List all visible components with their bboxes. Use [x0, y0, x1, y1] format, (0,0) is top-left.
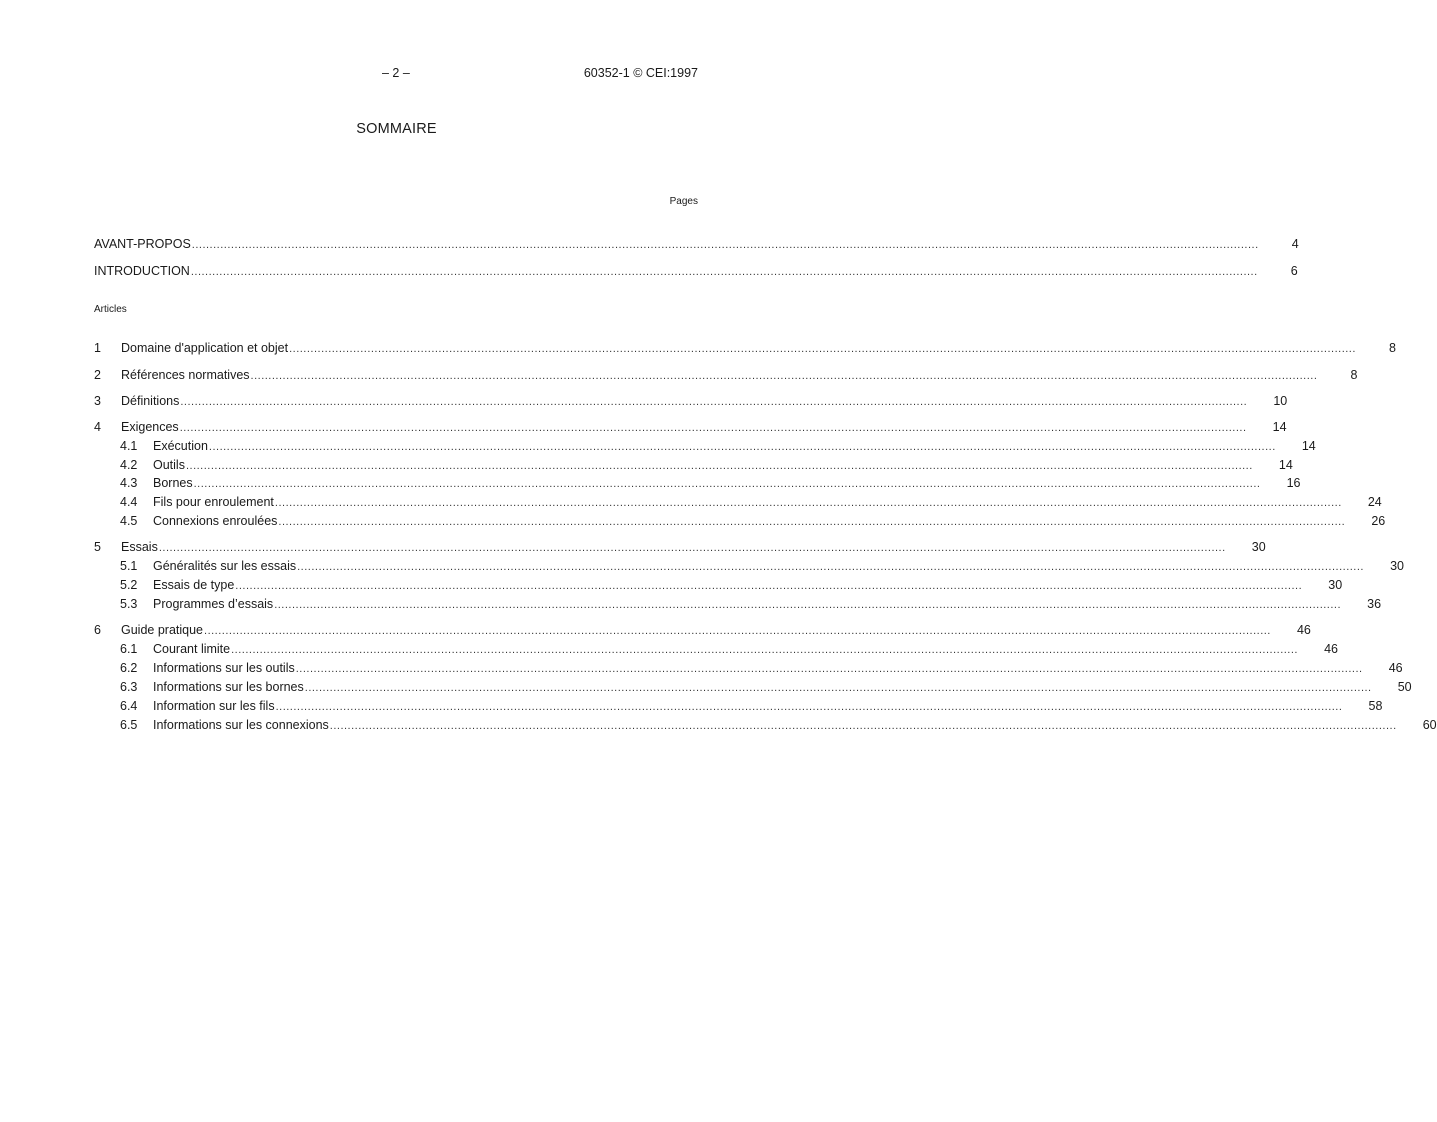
toc-entry-page: 30: [1390, 559, 1404, 573]
toc-entry-label: Domaine d'application et objet: [121, 341, 289, 355]
toc-entry[interactable]: [94, 419, 1287, 435]
toc-subentry[interactable]: [94, 438, 1316, 454]
toc-entry-page: 14: [1278, 458, 1293, 472]
toc-entry-page: 24: [1367, 495, 1382, 509]
toc-entry-number: 6.2: [120, 661, 138, 675]
toc-entry-label: Fils pour enroulement: [153, 495, 274, 509]
toc-entry-number: 4.1: [120, 439, 138, 453]
toc-entry-label: Exécution: [153, 439, 208, 453]
toc-entry-label: INTRODUCTION: [94, 264, 190, 278]
toc-entry-label: Information sur les fils: [153, 699, 275, 713]
toc-entry-page: 10: [1273, 394, 1288, 408]
toc-subentry[interactable]: [94, 660, 1403, 676]
toc-entry-number: 4.2: [120, 458, 138, 472]
toc-entry-avant-propos[interactable]: [94, 236, 1299, 252]
toc-entry-number: 4.5: [120, 514, 138, 528]
toc-entry-label: Guide pratique: [121, 623, 204, 637]
toc-entry-number: 6: [94, 623, 101, 637]
dot-leader: ............................................................................................................................................................................................................................................................................................................: [208, 441, 1276, 453]
dot-leader: ............................................................................................................................................................................................................................................................................................................: [191, 239, 1259, 251]
toc-entry-label: Informations sur les bornes: [153, 680, 304, 694]
toc-entry-number: 5.1: [120, 559, 138, 573]
dot-leader: ............................................................................................................................................................................................................................................................................................................: [275, 701, 1343, 713]
articles-label: Articles: [94, 304, 127, 315]
pages-column-label: Pages: [669, 196, 698, 207]
toc-entry[interactable]: [94, 367, 1358, 383]
toc-entry-page: 8: [1388, 341, 1396, 355]
toc-entry-page: 16: [1286, 476, 1301, 490]
dot-leader: ............................................................................................................................................................................................................................................................................................................: [158, 542, 1226, 554]
toc-entry[interactable]: [94, 622, 1311, 638]
toc-subentry[interactable]: [94, 558, 1404, 574]
toc-entry-page: 46: [1388, 661, 1403, 675]
toc-subentry[interactable]: [94, 717, 1437, 733]
toc-entry-introduction[interactable]: [94, 263, 1298, 279]
toc-entry-number: 6.1: [120, 642, 138, 656]
toc-entry-page: 14: [1301, 439, 1316, 453]
toc-entry-label: Programmes d’essais: [153, 597, 274, 611]
toc-subentry[interactable]: [94, 494, 1382, 510]
toc-subentry[interactable]: [94, 641, 1338, 657]
toc-entry-page: 8: [1350, 368, 1358, 382]
toc-entry-number: 4: [94, 420, 101, 434]
toc-subentry[interactable]: [94, 475, 1301, 491]
toc-entry-page: 30: [1328, 578, 1343, 592]
toc-entry-number: 1: [94, 341, 101, 355]
toc-entry-label: Outils: [153, 458, 185, 472]
dot-leader: ............................................................................................................................................................................................................................................................................................................: [180, 396, 1248, 408]
toc-entry-label: Essais de type: [153, 578, 235, 592]
dot-leader: ............................................................................................................................................................................................................................................................................................................: [274, 599, 1342, 611]
toc-entry-page: 58: [1368, 699, 1383, 713]
toc-entry-page: 6: [1290, 264, 1298, 278]
toc-subentry[interactable]: [94, 698, 1383, 714]
toc-entry-label: Essais: [121, 540, 158, 554]
toc-entry-label: AVANT-PROPOS: [94, 237, 191, 251]
toc-entry-page: 4: [1291, 237, 1299, 251]
toc-entry-label: Informations sur les outils: [153, 661, 295, 675]
toc-entry-label: Bornes: [153, 476, 193, 490]
toc-entry-label: Références normatives: [121, 368, 250, 382]
toc-subentry[interactable]: [94, 577, 1343, 593]
toc-entry-number: 4.3: [120, 476, 138, 490]
toc-entry-page: 30: [1251, 540, 1266, 554]
toc-entry[interactable]: [94, 539, 1266, 555]
dot-leader: ............................................................................................................................................................................................................................................................................................................: [193, 478, 1261, 490]
toc-entry-label: Définitions: [121, 394, 180, 408]
toc-entry-page: 60: [1422, 718, 1437, 732]
dot-leader: ............................................................................................................................................................................................................................................................................................................: [329, 720, 1397, 732]
dot-leader: ............................................................................................................................................................................................................................................................................................................: [190, 266, 1258, 278]
toc-entry-number: 3: [94, 394, 101, 408]
toc-entry-label: Informations sur les connexions: [153, 718, 329, 732]
toc-entry-label: Connexions enroulées: [153, 514, 278, 528]
toc-entry-page: 26: [1371, 514, 1386, 528]
toc-entry[interactable]: [94, 393, 1288, 409]
page-title: SOMMAIRE: [356, 121, 437, 137]
dot-leader: ............................................................................................................................................................................................................................................................................................................: [179, 422, 1247, 434]
toc-entry-label: Généralités sur les essais: [153, 559, 297, 573]
toc-subentry[interactable]: [94, 457, 1293, 473]
toc-entry-number: 5.2: [120, 578, 138, 592]
dot-leader: ............................................................................................................................................................................................................................................................................................................: [250, 370, 1318, 382]
dot-leader: ............................................................................................................................................................................................................................................................................................................: [278, 516, 1346, 528]
dot-leader: ............................................................................................................................................................................................................................................................................................................: [304, 682, 1372, 694]
document-reference: 60352-1 © CEI:1997: [583, 66, 698, 80]
toc-subentry[interactable]: [94, 513, 1386, 529]
toc-entry-number: 2: [94, 368, 101, 382]
toc-entry[interactable]: [94, 340, 1396, 356]
toc-subentry[interactable]: [94, 679, 1412, 695]
toc-entry-page: 50: [1397, 680, 1412, 694]
dot-leader: ............................................................................................................................................................................................................................................................................................................: [297, 561, 1364, 573]
toc-entry-number: 6.5: [120, 718, 138, 732]
dot-leader: ............................................................................................................................................................................................................................................................................................................: [204, 625, 1271, 637]
toc-entry-label: Courant limite: [153, 642, 231, 656]
dot-leader: ............................................................................................................................................................................................................................................................................................................: [274, 497, 1342, 509]
dot-leader: ............................................................................................................................................................................................................................................................................................................: [295, 663, 1363, 675]
toc-entry-page: 46: [1324, 642, 1338, 656]
toc-entry-page: 14: [1272, 420, 1287, 434]
toc-entry-number: 6.3: [120, 680, 138, 694]
dot-leader: ............................................................................................................................................................................................................................................................................................................: [231, 644, 1298, 656]
toc-subentry[interactable]: [94, 596, 1382, 612]
dot-leader: ............................................................................................................................................................................................................................................................................................................: [185, 460, 1253, 472]
dot-leader: ............................................................................................................................................................................................................................................................................................................: [235, 580, 1303, 592]
toc-entry-number: 4.4: [120, 495, 138, 509]
toc-entry-number: 6.4: [120, 699, 138, 713]
toc-entry-label: Exigences: [121, 420, 179, 434]
toc-entry-page: 36: [1367, 597, 1382, 611]
toc-entry-number: 5: [94, 540, 101, 554]
toc-entry-number: 5.3: [120, 597, 138, 611]
toc-entry-page: 46: [1296, 623, 1311, 637]
page-number: – 2 –: [382, 66, 410, 80]
dot-leader: ............................................................................................................................................................................................................................................................................................................: [289, 343, 1356, 355]
